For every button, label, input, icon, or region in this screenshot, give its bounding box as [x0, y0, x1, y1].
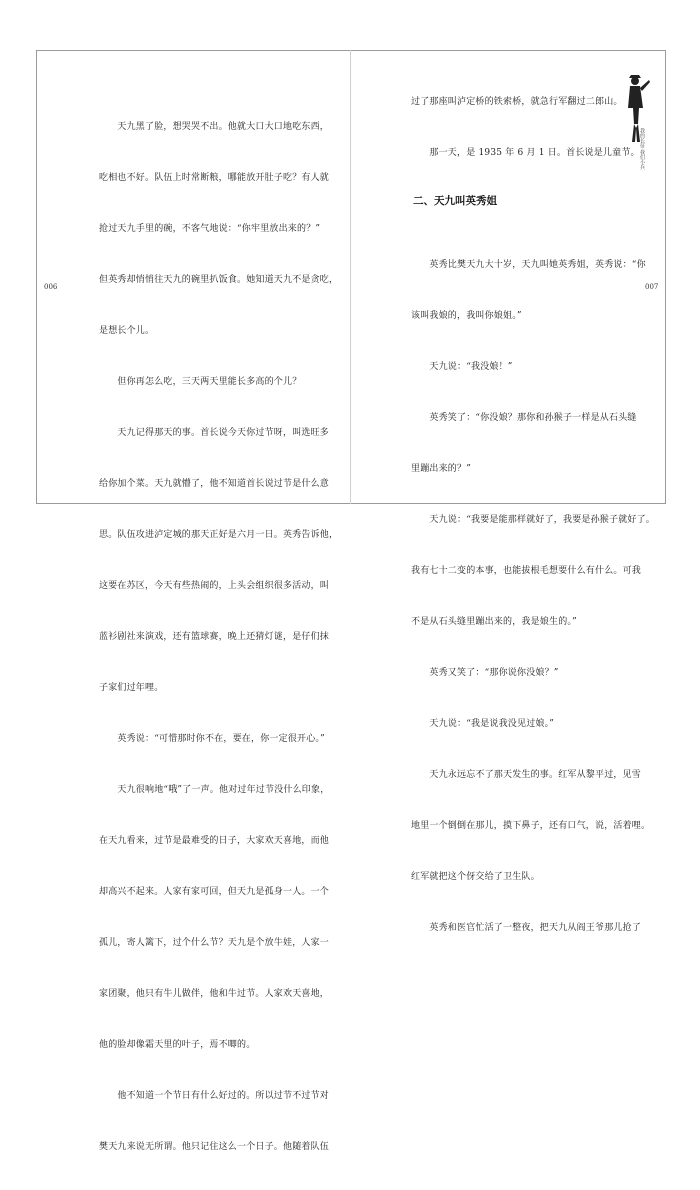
left-page-body	[99, 85, 351, 1190]
text-line: 却高兴不起来。人家有家可回，但天九是孤身一人。一个	[99, 887, 330, 897]
text-line: 孤儿，寄人篱下，过个什么节？天九是个放牛娃，人家一	[99, 938, 330, 948]
text-line: 思。队伍攻进泸定城的那天正好是六月一日。英秀告诉他，	[99, 530, 339, 540]
text-line: 抢过天九手里的碗，不客气地说：“你牢里放出来的？”	[99, 224, 321, 234]
text-line: 地里一个倒倒在那儿，摸下鼻子，还有口气，说，活着哩。	[411, 821, 651, 831]
text-line: 天九记得那天的事。首长说今天你过节呀，叫选旺多	[99, 428, 330, 438]
text-line: 不是从石头缝里蹦出来的，我是娘生的。”	[411, 617, 577, 627]
text-line: 樊天九来说无所谓。他只记住这么一个日子。他随着队伍	[99, 1142, 330, 1152]
text-line: 天九永远忘不了那天发生的事。红军从黎平过，见雪	[411, 770, 642, 780]
text-line: 我有七十二变的本事，也能拔根毛想要什么有什么。可我	[411, 566, 642, 576]
text-line: 是想长个儿。	[99, 326, 155, 336]
right-page-body	[411, 223, 661, 971]
text-line: 英秀比樊天九大十岁，天九叫她英秀姐，英秀说：“你	[411, 260, 646, 270]
right-page	[351, 50, 664, 933]
text-line: 蓝衫剧社来演戏，还有篮球赛，晚上还猜灯谜，是仔们抹	[99, 632, 330, 642]
section-heading: 二、天九叫英秀姐	[413, 195, 497, 207]
text-line: 给你加个菜。天九就懵了，他不知道首长说过节是什么意	[99, 479, 330, 489]
right-page-top-text	[411, 60, 661, 196]
text-line: 过了那座叫泸定桥的铁索桥，就急行军翻过二郎山。	[411, 97, 623, 107]
text-line: 这要在苏区，今天有些热闹的，上头会组织很多活动，叫	[99, 581, 330, 591]
text-line: 天九说：“我没娘！”	[411, 362, 513, 372]
text-line: 他的脸却像霜天里的叶子，焉不唧的。	[99, 1040, 256, 1050]
text-line: 英秀和医官忙活了一整夜，把天九从阎王爷那儿抢了	[411, 923, 642, 933]
text-line: 天九黑了脸，想哭哭不出。他就大口大口地吃东西，	[99, 122, 330, 132]
text-line: 子家们过年哩。	[99, 683, 164, 693]
text-line: 该叫我娘的，我叫你娘姐。”	[411, 311, 522, 321]
text-line: 在天九看来，过节是最难受的日子，大家欢天喜地，而他	[99, 836, 330, 846]
emblem-caption: 我的长征 我们小兵	[639, 128, 645, 170]
text-line: 天九说：“我是说我没见过娘。”	[411, 719, 555, 729]
text-line: 红军就把这个伢交给了卫生队。	[411, 872, 540, 882]
right-page-number: 007	[645, 283, 659, 291]
left-page-number: 006	[44, 283, 58, 291]
text-line: 天九很响地“哦”了一声。他对过年过节没什么印象，	[99, 785, 330, 795]
text-line: 天九说：“我要是能那样就好了，我要是孙猴子就好了。	[411, 515, 656, 525]
text-line: 英秀说：“可惜那时你不在，要在，你一定很开心。”	[99, 734, 325, 744]
text-line: 英秀又笑了：“那你说你没娘？”	[411, 668, 559, 678]
text-line: 但英秀却悄悄往天九的碗里扒饭食。她知道天九不是贪吃，	[99, 275, 339, 285]
text-line: 英秀笑了：“你没娘？那你和孙猴子一样是从石头缝	[411, 413, 637, 423]
left-page	[36, 50, 349, 1152]
text-line: 他不知道一个节日有什么好过的。所以过节不过节对	[99, 1091, 330, 1101]
text-line: 里蹦出来的？”	[411, 464, 472, 474]
text-line: 但你再怎么吃，三天两天里能长多高的个儿？	[99, 377, 302, 387]
text-line: 家团聚，他只有牛儿做伴，他和牛过节。人家欢天喜地，	[99, 989, 330, 999]
text-line: 吃相也不好。队伍上时常断粮，哪能放开肚子吃？有人就	[99, 173, 330, 183]
text-line: 那一天，是 1935 年 6 月 1 日。首长说是儿童节。	[411, 148, 640, 158]
